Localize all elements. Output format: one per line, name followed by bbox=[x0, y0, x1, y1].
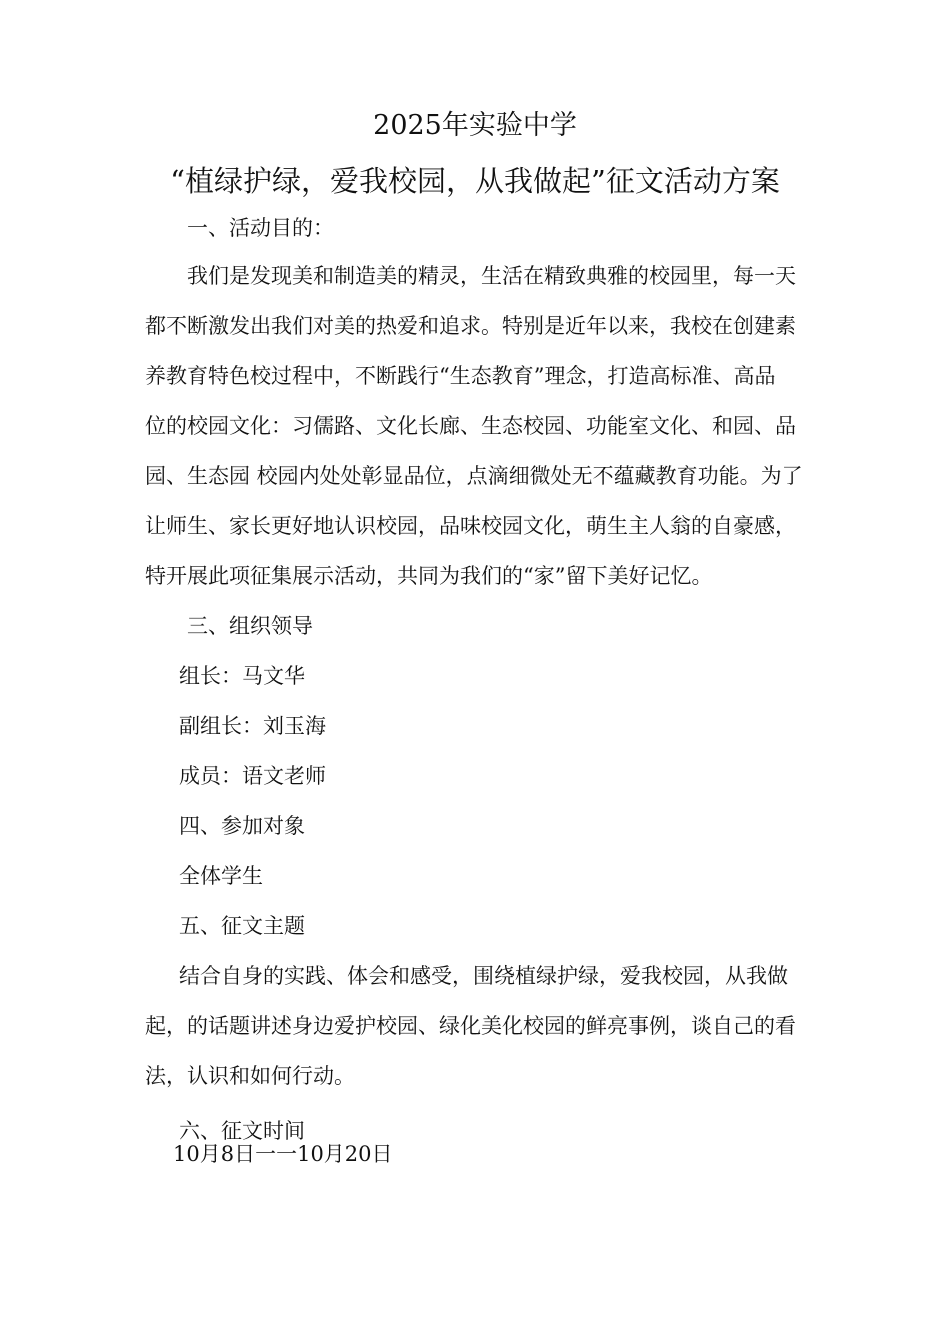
purpose-line-2: 都不断激发出我们对美的热爱和追求。特别是近年以来，我校在创建素 bbox=[145, 314, 796, 338]
document-title-year-school: 2025年实验中学 bbox=[373, 110, 577, 141]
leader-line: 组长：马文华 bbox=[179, 664, 305, 688]
purpose-line-3: 养教育特色校过程中，不断践行“生态教育”理念，打造高标准、高品 bbox=[145, 364, 776, 388]
time-range-line: 10月8日一一10月20日 bbox=[173, 1142, 393, 1166]
theme-line-1: 结合自身的实践、体会和感受，围绕植绿护绿，爱我校园，从我做 bbox=[179, 964, 788, 988]
participants-line: 全体学生 bbox=[179, 864, 263, 888]
document-title-activity: “植绿护绿，爱我校园，从我做起”征文活动方案 bbox=[170, 164, 780, 198]
theme-line-3: 法，认识和如何行动。 bbox=[145, 1064, 355, 1088]
deputy-leader-line: 副组长：刘玉海 bbox=[179, 714, 326, 738]
purpose-line-6: 让师生、家长更好地认识校园，品味校园文化，萌生主人翁的自豪感， bbox=[145, 514, 796, 538]
purpose-line-5: 园、生态园 校园内处处彰显品位，点滴细微处无不蕴藏教育功能。为了 bbox=[145, 464, 803, 488]
section4-heading: 四、参加对象 bbox=[179, 814, 305, 838]
members-line: 成员：语文老师 bbox=[179, 764, 326, 788]
section5-heading: 五、征文主题 bbox=[179, 914, 305, 938]
section1-heading: 一、活动目的： bbox=[187, 216, 334, 240]
purpose-line-1: 我们是发现美和制造美的精灵，生活在精致典雅的校园里，每一天 bbox=[187, 264, 796, 288]
purpose-line-7: 特开展此项征集展示活动，共同为我们的“家”留下美好记忆。 bbox=[145, 564, 713, 588]
section3-heading: 三、组织领导 bbox=[187, 614, 313, 638]
section6-heading: 六、征文时间 bbox=[179, 1119, 305, 1143]
purpose-line-4: 位的校园文化：习儒路、文化长廊、生态校园、功能室文化、和园、品 bbox=[145, 414, 796, 438]
theme-line-2: 起，的话题讲述身边爱护校园、绿化美化校园的鲜亮事例，谈自己的看 bbox=[145, 1014, 796, 1038]
